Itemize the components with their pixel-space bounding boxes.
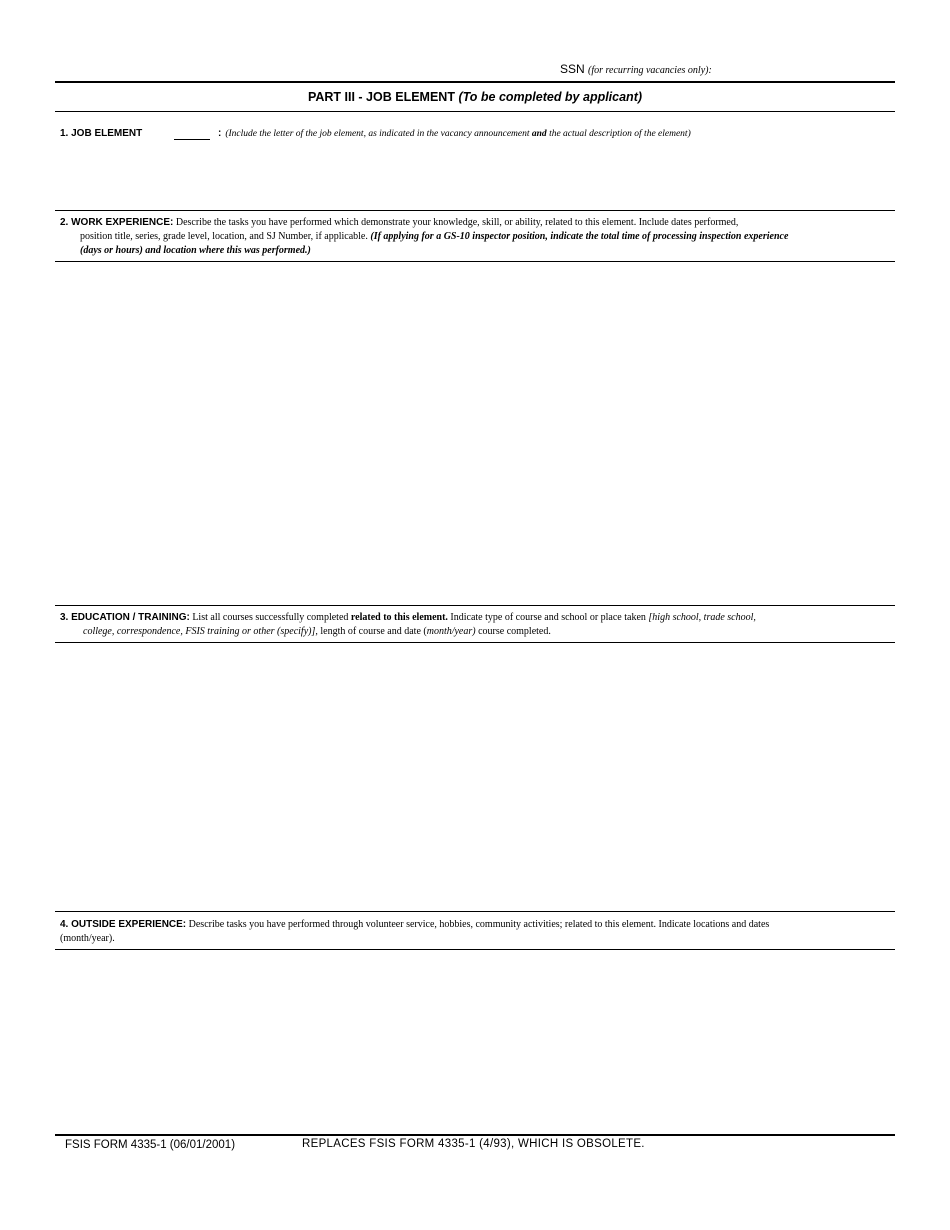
ssn-label: SSN xyxy=(560,62,585,76)
job-element-note-a: (Include the letter of the job element, as indicated in the vacancy announcement xyxy=(225,129,532,139)
outside-experience-header xyxy=(60,918,890,946)
education-text-c: Indicate type of course and school or place taken xyxy=(447,612,649,623)
section-4-bottom-rule xyxy=(55,949,895,950)
ssn-input[interactable] xyxy=(728,60,888,78)
education-response-area[interactable] xyxy=(55,644,895,909)
education-header xyxy=(60,611,890,639)
education-text-g: month/year) xyxy=(426,626,476,637)
form-id: FSIS FORM 4335-1 (06/01/2001) xyxy=(65,1139,236,1151)
education-text-d: [high school, trade school, xyxy=(648,612,756,623)
ssn-note: (for recurring vacancies only): xyxy=(588,65,712,76)
top-rule xyxy=(55,81,895,83)
section-2-top-rule xyxy=(55,210,895,211)
section-3-top-rule xyxy=(55,605,895,606)
education-text-a: List all courses successfully completed xyxy=(192,612,351,623)
work-experience-text-b: position title, series, grade level, location, and SJ Number, if applicable. xyxy=(80,231,368,242)
outside-experience-text-a: Describe tasks you have performed through volunteer service, hobbies, community activities; related to this element. Indicate locations and dates xyxy=(188,919,770,930)
job-element-colon: : xyxy=(218,128,222,139)
outside-experience-response-area[interactable] xyxy=(55,951,895,1131)
replaces-notice: REPLACES FSIS FORM 4335-1 (4/93), WHICH IS OBSOLETE. xyxy=(302,1138,645,1150)
job-element-note-c: the actual description of the element) xyxy=(546,129,691,139)
job-element-description-area[interactable] xyxy=(55,142,895,208)
work-experience-label: 2. WORK EXPERIENCE: xyxy=(60,217,174,228)
education-text-h: course completed. xyxy=(475,626,551,637)
section-3-bottom-rule xyxy=(55,642,895,643)
job-element-letter-input[interactable] xyxy=(174,127,210,140)
footer-rule xyxy=(55,1134,895,1136)
outside-experience-text-b: (month/year). xyxy=(60,933,115,944)
job-element-label: 1. JOB ELEMENT xyxy=(60,128,143,139)
section-4-top-rule xyxy=(55,911,895,912)
education-text-b: related to this element. xyxy=(350,612,448,623)
education-label: 3. EDUCATION / TRAINING: xyxy=(60,612,190,623)
ssn-field xyxy=(560,62,712,76)
section-2-bottom-rule xyxy=(55,261,895,262)
work-experience-text-d: (days or hours) and location where this was performed.) xyxy=(80,245,311,256)
title-sub: (To be completed by applicant) xyxy=(458,90,643,104)
page-title xyxy=(55,90,895,104)
title-rule xyxy=(55,111,895,112)
job-element-note-b: and xyxy=(531,129,547,139)
outside-experience-label: 4. OUTSIDE EXPERIENCE: xyxy=(60,919,187,930)
work-experience-response-area[interactable] xyxy=(55,263,895,603)
education-text-e: college, correspondence, FSIS training or other (specify)] xyxy=(83,626,316,637)
education-text-f: , length of course and date ( xyxy=(315,626,427,637)
title-main: PART III - JOB ELEMENT xyxy=(307,90,455,104)
work-experience-text-c: (If applying for a GS-10 inspector position, indicate the total time of processing inspection experience xyxy=(370,231,789,242)
job-element-note xyxy=(218,123,898,141)
work-experience-header xyxy=(60,216,890,258)
work-experience-text-a: Describe the tasks you have performed which demonstrate your knowledge, skill, or ability, related to this element. Include dates performed, xyxy=(175,217,739,228)
